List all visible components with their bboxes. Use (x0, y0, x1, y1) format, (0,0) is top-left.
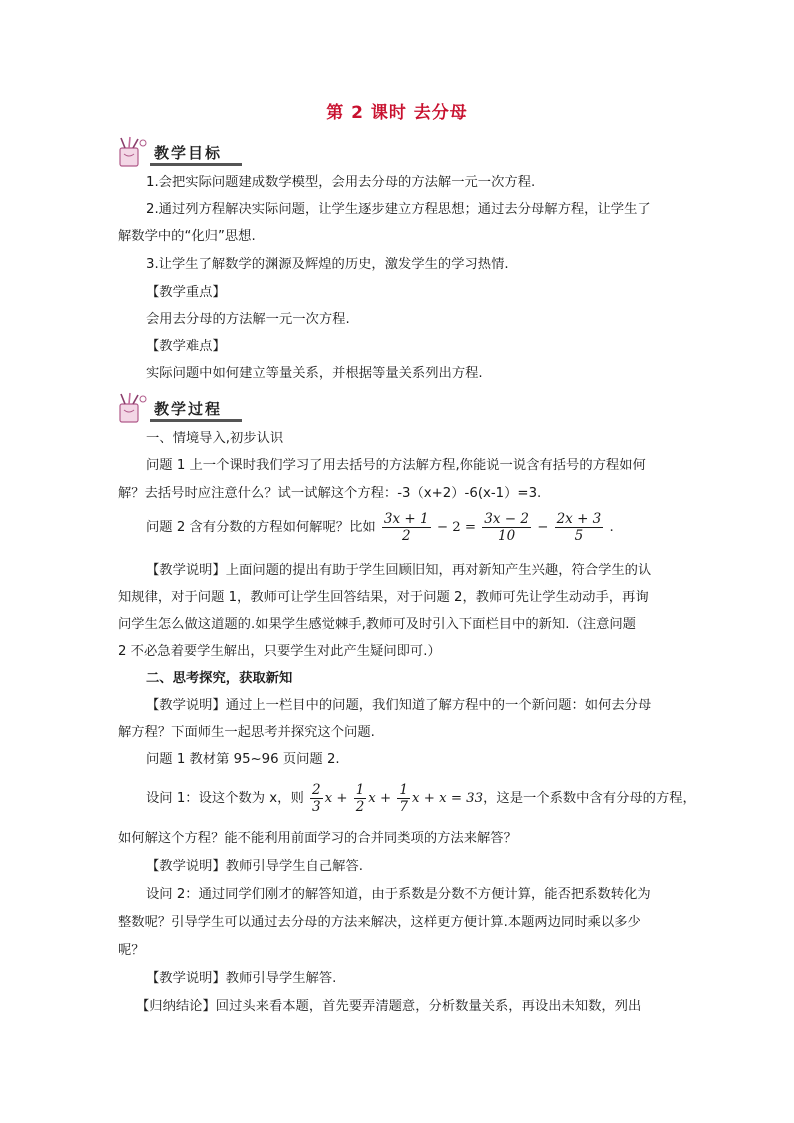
paragraph: 知规律，对于问题 1，教师可让学生回答结果，对于问题 2，教师可先让学生动动手，再询 (118, 590, 649, 605)
heading-underline (150, 419, 242, 422)
goal-item: 1.会把实际问题建成数学模型，会用去分母的方法解一元一次方程. (146, 175, 536, 190)
paragraph: 呢？ (118, 943, 145, 958)
denominator: 2 (355, 798, 365, 815)
goal-item-cont: 解数学中的“化归”思想. (118, 229, 256, 244)
paragraph-prefix: 问题 2 含有分数的方程如何解呢？比如 (146, 520, 376, 535)
paragraph: 【归纳结论】回过头来看本题，首先要弄清题意，分析数量关系，再设出未知数，列出 (136, 999, 642, 1014)
section-heading-process (116, 392, 236, 424)
math-term: x + x = 33 (412, 791, 484, 806)
goal-item: 3.让学生了解数学的渊源及辉煌的历史，激发学生的学习热情. (146, 257, 509, 272)
numerator: 3x + 1 (383, 510, 429, 527)
goal-item: 2.通过列方程解决实际问题，让学生逐步建立方程思想；通过去分母解方程，让学生了 (146, 202, 651, 217)
denominator: 5 (574, 527, 584, 544)
operator: − (537, 520, 549, 535)
fraction (397, 782, 410, 815)
difficulty-label: 【教学难点】 (146, 339, 226, 354)
fraction (310, 782, 323, 815)
page-title: 第 2 课时 去分母 (326, 103, 468, 123)
paragraph: 整数呢？引导学生可以通过去分母的方法来解决，这样更方便计算.本题两边同时乘以多少 (118, 915, 641, 930)
period: . (609, 520, 614, 535)
paragraph: 【教学说明】教师引导学生解答. (146, 971, 337, 986)
numerator: 3x − 2 (484, 510, 529, 527)
denominator: 3 (312, 798, 321, 815)
paragraph: 解？去括号时应注意什么？试一试解这个方程：-3（x+2）-6(x-1）=3. (118, 486, 542, 501)
equation-line (146, 508, 706, 548)
numerator: 2x + 3 (556, 510, 602, 527)
numerator: 1 (399, 781, 408, 798)
paragraph: 如何解这个方程？能不能利用前面学习的合并同类项的方法来解答？ (118, 831, 517, 846)
denominator: 7 (399, 798, 408, 815)
paragraph-suffix: ，这是一个系数中含有分母的方程， (483, 791, 696, 806)
key-point-label: 【教学重点】 (146, 285, 226, 300)
section-heading-goals (116, 136, 236, 168)
math-term: x + (368, 791, 392, 806)
fraction (354, 782, 367, 815)
paragraph: 问题 1 上一个课时我们学习了用去括号的方法解方程,你能说一说含有括号的方程如何 (146, 458, 646, 473)
paragraph: 设问 2：通过同学们刚才的解答知道，由于系数是分数不方便计算，能否把系数转化为 (146, 887, 651, 902)
fraction (482, 511, 531, 544)
heading-underline (150, 163, 242, 166)
paragraph: 2 不必急着要学生解出，只要学生对此产生疑问即可.） (118, 644, 441, 659)
paragraph: 【教学说明】通过上一栏目中的问题，我们知道了解方程中的一个新问题：如何去分母 (146, 698, 652, 713)
denominator: 10 (498, 527, 516, 544)
paragraph: 【教学说明】上面问题的提出有助于学生回顾旧知，再对新知产生兴趣，符合学生的认 (146, 563, 652, 578)
section-heading-label: 教学目标 (154, 144, 223, 162)
paragraph-prefix: 设问 1：设这个数为 x，则 (146, 791, 304, 806)
subsection-title: 一、情境导入,初步认识 (146, 431, 284, 446)
math-term: x + (324, 791, 348, 806)
section-heading-label: 教学过程 (154, 400, 223, 418)
difficulty-text: 实际问题中如何建立等量关系，并根据等量关系列出方程. (146, 366, 483, 381)
numerator: 1 (355, 781, 365, 798)
fraction (382, 511, 431, 544)
paragraph: 问题 1 教材第 95~96 页问题 2. (146, 752, 340, 767)
denominator: 2 (401, 527, 411, 544)
numerator: 2 (312, 781, 321, 798)
paragraph: 问学生怎么做这道题的.如果学生感觉棘手,教师可及时引入下面栏目中的新知.（注意问题 (118, 617, 636, 632)
equation-line (146, 779, 706, 819)
operator: − 2 = (436, 520, 477, 535)
paragraph: 解方程？下面师生一起思考并探究这个问题. (118, 725, 375, 740)
subsection-title: 二、思考探究，获取新知 (146, 671, 293, 686)
fraction (555, 511, 604, 544)
key-point-text: 会用去分母的方法解一元一次方程. (146, 312, 350, 327)
paragraph: 【教学说明】教师引导学生自己解答. (146, 859, 363, 874)
